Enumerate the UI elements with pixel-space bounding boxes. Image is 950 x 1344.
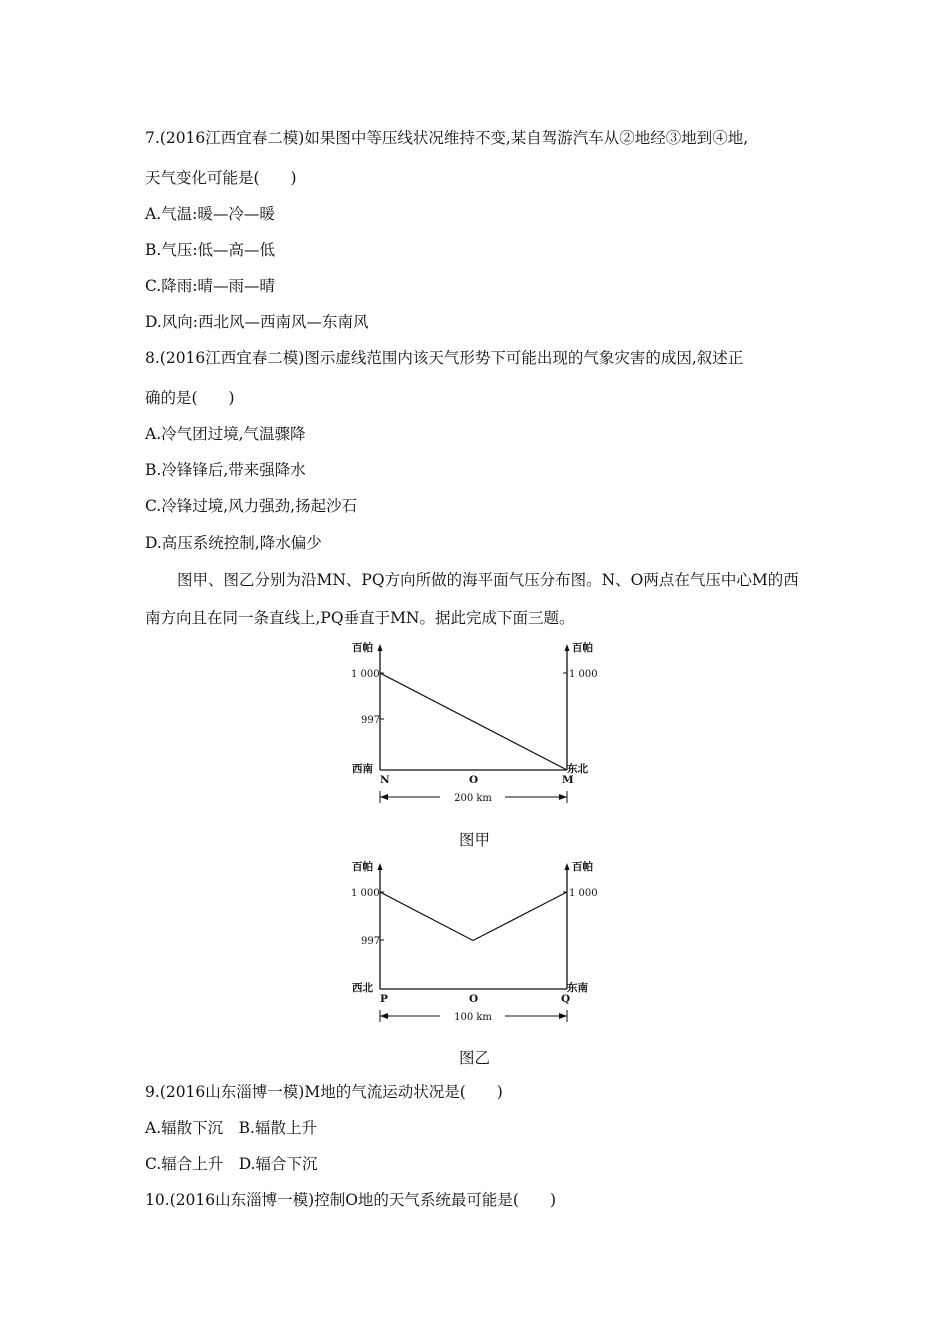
q8-option-a: A.冷气团过境,气温骤降 — [145, 425, 306, 443]
intro-line2: 南方向且在同一条直线上,PQ垂直于MN。据此完成下面三题。 — [145, 609, 575, 627]
direction-right-jia: 东北 — [567, 763, 588, 775]
y-tick-1000-right-jia: 1 000 — [569, 669, 598, 680]
q8-stem-line1: 8.(2016江西宜春二模)图示虚线范围内该天气形势下可能出现的气象灾害的成因,叙述正 — [145, 349, 744, 367]
distance-label-yi: 100 km — [454, 1012, 492, 1023]
y-unit-right-jia: 百帕 — [572, 642, 593, 654]
y-unit-right-yi: 百帕 — [572, 861, 593, 873]
q8-stem-line2: 确的是( ) — [145, 389, 235, 407]
point-n: N — [380, 774, 390, 786]
q7-option-d: D.风向:西北风—西南风—东南风 — [145, 313, 369, 331]
figure-caption-jia: 图甲 — [459, 831, 491, 849]
q10-stem: 10.(2016山东淄博一模)控制O地的天气系统最可能是( ) — [145, 1191, 556, 1209]
q7-option-b: B.气压:低—高—低 — [145, 241, 276, 259]
q7-option-a: A.气温:暖—冷—暖 — [145, 205, 275, 223]
direction-left-yi: 西北 — [352, 982, 373, 994]
distance-label-jia: 200 km — [454, 793, 492, 804]
q8-option-c: C.冷锋过境,风力强劲,扬起沙石 — [145, 497, 358, 515]
y-tick-1000-left-yi: 1 000 — [351, 888, 380, 899]
point-p: P — [380, 993, 388, 1005]
q7-stem-line2: 天气变化可能是( ) — [145, 169, 297, 187]
y-unit-left-yi: 百帕 — [352, 861, 373, 873]
intro-line1: 图甲、图乙分别为沿MN、PQ方向所做的海平面气压分布图。N、O两点在气压中心M的西 — [177, 571, 799, 589]
point-o-yi: O — [469, 993, 479, 1005]
direction-right-yi: 东南 — [567, 982, 588, 994]
q7-option-c: C.降雨:晴—雨—晴 — [145, 277, 275, 295]
point-q: Q — [561, 993, 571, 1005]
point-m: M — [562, 774, 574, 786]
figure-jia — [340, 636, 610, 816]
axes-jia — [378, 644, 570, 770]
figure-yi — [340, 855, 610, 1035]
y-tick-997-left-jia: 997 — [361, 715, 381, 726]
q8-option-d: D.高压系统控制,降水偏少 — [145, 534, 322, 552]
y-tick-1000-left-jia: 1 000 — [351, 669, 380, 680]
q9-options-row1: A.辐散下沉 B.辐散上升 — [145, 1119, 317, 1137]
point-o-jia: O — [469, 774, 479, 786]
axes-yi — [378, 863, 570, 989]
q9-stem: 9.(2016山东淄博一模)M地的气流运动状况是( ) — [145, 1083, 503, 1101]
figure-caption-yi: 图乙 — [459, 1049, 491, 1067]
q8-option-b: B.冷锋锋后,带来强降水 — [145, 461, 306, 479]
q9-options-row2: C.辐合上升 D.辐合下沉 — [145, 1155, 318, 1173]
pressure-line-yi — [380, 892, 567, 941]
direction-left-jia: 西南 — [352, 763, 373, 775]
y-tick-997-left-yi: 997 — [361, 936, 381, 947]
q7-stem-line1: 7.(2016江西宜春二模)如果图中等压线状况维持不变,某自驾游汽车从②地经③地到④地, — [145, 129, 749, 147]
y-unit-left-jia: 百帕 — [352, 642, 373, 654]
pressure-line-jia — [380, 673, 567, 770]
y-tick-1000-right-yi: 1 000 — [569, 888, 598, 899]
